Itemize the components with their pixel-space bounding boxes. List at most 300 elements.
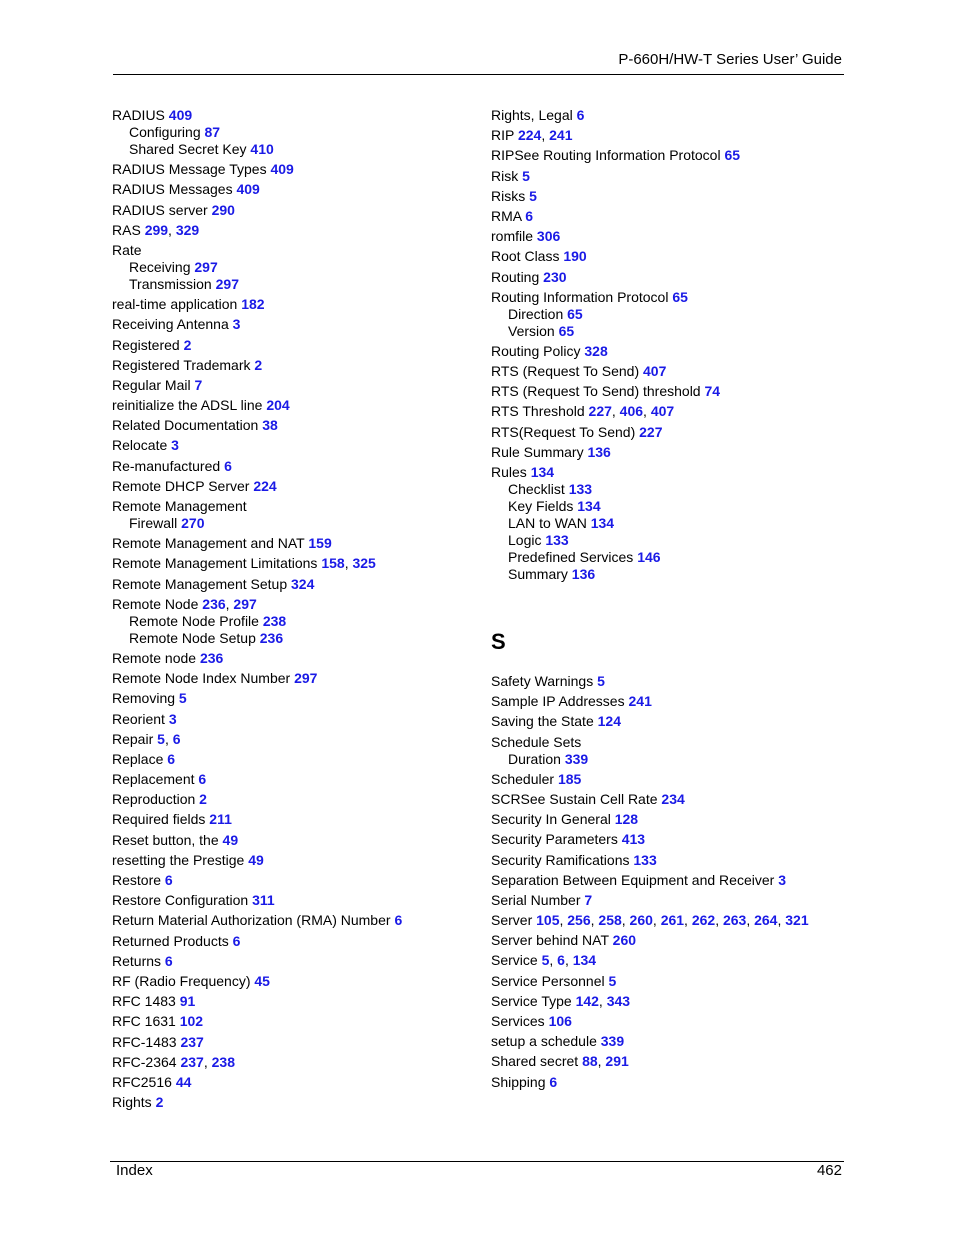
index-term: Restore [112, 872, 162, 888]
index-entry [112, 316, 482, 333]
header-title: P-660H/HW-T Series User’ Guide [618, 51, 842, 68]
footer-page-number: 462 [816, 1162, 842, 1179]
index-term: LAN to WAN [508, 515, 587, 531]
page-reference-link[interactable]: 227 [588, 403, 612, 420]
index-entry [491, 811, 851, 828]
page-reference-link[interactable]: 136 [587, 443, 611, 460]
index-entry [491, 147, 851, 164]
index-entry: Remote Management Limitations 158, 325 [112, 555, 376, 572]
index-term: Sample IP Addresses [491, 693, 625, 710]
index-term: Remote Node Index Number [112, 670, 291, 687]
page-reference-link[interactable]: 133 [633, 851, 657, 868]
index-entry [491, 734, 851, 751]
index-term: Related Documentation [112, 417, 259, 434]
index-entry: Repair 5, 6 [112, 730, 181, 747]
page-reference-link[interactable]: 102 [179, 1013, 204, 1030]
index-entry [491, 424, 851, 441]
page-reference-link[interactable]: 324 [291, 575, 315, 592]
header-rule [113, 74, 844, 75]
index-term: Service [491, 952, 538, 969]
index-term: Security Ramifications [491, 851, 630, 868]
index-entry [491, 791, 851, 808]
page-reference-link[interactable]: 299 [144, 221, 169, 238]
index-entry [491, 248, 851, 265]
page-reference-link[interactable]: 133 [568, 481, 593, 497]
page-reference-link[interactable]: 224 [517, 127, 542, 144]
index-entry [112, 202, 482, 219]
index-term: Re-manufactured [112, 457, 221, 474]
index-term: Removing [112, 690, 176, 707]
page-reference-link[interactable]: 291 [605, 1053, 629, 1070]
index-term: real-time application [112, 296, 238, 313]
index-term: Shared secret [491, 1053, 579, 1070]
index-term: Service Personnel [491, 972, 605, 989]
index-term: RADIUS Messages [112, 181, 233, 198]
page-reference-link[interactable]: 204 [266, 397, 290, 414]
page-reference-link[interactable]: 2 [254, 356, 263, 373]
index-term: RFC2516 [112, 1073, 172, 1090]
index-subentry [491, 498, 851, 515]
index-section-letter: S [491, 629, 506, 654]
page-reference-link[interactable]: 325 [352, 555, 376, 572]
page-reference-link[interactable]: 224 [253, 477, 277, 494]
page-reference-link[interactable]: 44 [175, 1073, 192, 1090]
index-entry [491, 852, 851, 869]
page-reference-link[interactable]: 146 [637, 549, 661, 565]
index-term: Routing Policy [491, 342, 581, 359]
index-entry [112, 296, 482, 313]
page-reference-link[interactable]: 134 [590, 515, 615, 531]
index-entry [112, 458, 482, 475]
page-reference-link[interactable]: 6 [224, 457, 232, 474]
index-term: Remote Management [112, 498, 247, 514]
page-reference-link[interactable]: 185 [557, 770, 582, 787]
index-term: Remote Management Setup [112, 575, 288, 592]
page-reference-link[interactable]: 5 [597, 673, 605, 689]
index-entry [491, 228, 851, 245]
index-entry [112, 690, 482, 707]
page-reference-link[interactable]: 182 [241, 296, 265, 313]
page-reference-link[interactable]: 329 [175, 221, 200, 238]
index-entry [112, 711, 482, 728]
page-reference-link[interactable]: 45 [254, 972, 270, 989]
index-entry [491, 464, 851, 481]
page-reference-link[interactable]: 297 [233, 595, 257, 612]
page-reference-link[interactable]: 236 [199, 649, 224, 666]
index-entry: Remote Node 236, 297 [112, 595, 257, 612]
page-reference-link[interactable]: 238 [262, 612, 287, 629]
page-reference-link[interactable]: 133 [545, 532, 569, 548]
index-term: SCRSee Sustain Cell Rate [491, 790, 658, 807]
index-term: Receiving [129, 258, 191, 275]
index-entry: Server 105, 256, 258, 260, 261, 262, 263, 264, 321 [491, 912, 809, 929]
index-term: Rules [491, 464, 527, 480]
index-term: Remote DHCP Server [112, 477, 250, 494]
index-term: Server [491, 912, 533, 929]
page-reference-link[interactable]: 65 [567, 305, 583, 322]
index-term: Shared Secret Key [129, 141, 247, 157]
index-subentry [491, 549, 851, 566]
index-term: Firewall [129, 515, 178, 531]
page-reference-link[interactable]: 270 [181, 515, 205, 531]
index-term: Regular Mail [112, 376, 191, 393]
index-term: Remote Management Limitations [112, 555, 318, 572]
page-reference-link[interactable]: 241 [549, 127, 573, 144]
index-entry: Service 5, 6, 134 [491, 952, 597, 969]
page-reference-link[interactable]: 237 [180, 1053, 204, 1070]
page-reference-link[interactable]: 236 [259, 629, 284, 646]
page-reference-link[interactable]: 38 [262, 417, 278, 434]
index-term: Registered Trademark [112, 356, 251, 373]
index-term: Receiving Antenna [112, 316, 229, 333]
page-reference-link[interactable]: 3 [168, 710, 177, 727]
page-reference-link[interactable]: 297 [194, 258, 218, 275]
index-entry [491, 673, 851, 690]
index-term: Security Parameters [491, 831, 618, 848]
index-term: Checklist [508, 481, 565, 497]
footer-section: Index [116, 1162, 153, 1179]
index-entry [491, 208, 851, 225]
index-entry [491, 1013, 851, 1030]
page-reference-link[interactable]: 6 [576, 107, 585, 123]
page-reference-link[interactable]: 49 [222, 831, 239, 848]
page-reference-link[interactable]: 2 [199, 791, 207, 808]
page-reference-link[interactable]: 105 [536, 912, 560, 929]
page-reference-link[interactable]: 190 [563, 248, 587, 265]
page-reference-link[interactable]: 142 [575, 992, 599, 1009]
index-entry [491, 188, 851, 205]
page-reference-link[interactable]: 124 [597, 713, 621, 730]
page-reference-link[interactable]: 256 [567, 912, 591, 929]
index-term: Reproduction [112, 791, 196, 808]
index-term: Duration [508, 750, 561, 767]
index-entry [491, 168, 851, 185]
index-term: RFC 1483 [112, 993, 176, 1010]
index-term: resetting the Prestige [112, 851, 245, 868]
index-subentry [112, 630, 482, 647]
index-entry [112, 1034, 482, 1051]
page-reference-link[interactable]: 297 [294, 670, 318, 687]
index-column-left [112, 107, 482, 1111]
page-reference-link[interactable]: 49 [248, 851, 264, 868]
index-entry [112, 1094, 482, 1111]
index-term: RTS (Request To Send) [491, 363, 640, 380]
index-entry [491, 363, 851, 380]
page-reference-link[interactable]: 6 [164, 952, 173, 969]
index-term: RTS Threshold [491, 403, 585, 420]
page-reference-link[interactable]: 88 [582, 1053, 598, 1070]
page-reference-link[interactable]: 106 [548, 1013, 572, 1029]
index-entry [112, 498, 482, 515]
page-reference-link[interactable]: 409 [236, 181, 260, 198]
page-reference-link[interactable]: 6 [549, 1073, 558, 1090]
index-term: Serial Number [491, 891, 581, 908]
index-entry [491, 872, 851, 889]
index-entry [112, 161, 482, 178]
index-term: Direction [508, 305, 564, 322]
page-reference-link[interactable]: 159 [308, 535, 332, 552]
page-reference-link[interactable]: 241 [628, 693, 652, 710]
index-term: RF (Radio Frequency) [112, 972, 251, 989]
index-term: Summary [508, 566, 568, 582]
page-reference-link[interactable]: 234 [661, 790, 685, 807]
index-entry: RAS 299, 329 [112, 221, 200, 238]
index-term: Risk [491, 167, 519, 184]
index-term: Transmission [129, 275, 212, 292]
index-entry [112, 791, 482, 808]
index-term: Rate [112, 241, 142, 258]
index-entry [112, 912, 482, 929]
index-term: Reorient [112, 710, 165, 727]
index-term: Version [508, 322, 555, 339]
page-reference-link[interactable]: 409 [270, 161, 294, 178]
index-term: Routing [491, 268, 540, 285]
index-term: Reset button, the [112, 831, 219, 848]
index-entry [491, 831, 851, 848]
page-reference-link[interactable]: 238 [211, 1053, 235, 1070]
index-term: Repair [112, 730, 154, 747]
index-term: Routing Information Protocol [491, 288, 669, 305]
index-term: Return Material Authorization (RMA) Number [112, 912, 391, 929]
page-reference-link[interactable]: 65 [558, 322, 575, 339]
index-term: Restore Configuration [112, 892, 249, 909]
page-reference-link[interactable]: 258 [598, 912, 622, 929]
page-reference-link[interactable]: 3 [171, 437, 179, 454]
page-reference-link[interactable]: 410 [250, 141, 274, 157]
page-reference-link[interactable]: 65 [672, 288, 688, 305]
index-entry [491, 1074, 851, 1091]
page-reference-link[interactable]: 407 [650, 403, 675, 420]
index-term: Remote Node [112, 595, 199, 612]
page-reference-link[interactable]: 5 [178, 690, 187, 707]
index-entry [112, 478, 482, 495]
page-reference-link[interactable]: 6 [172, 730, 181, 747]
index-term: Remote Management and NAT [112, 535, 305, 552]
page-reference-link[interactable]: 5 [541, 952, 550, 969]
page-reference-link[interactable]: 230 [543, 268, 567, 285]
index-entry [112, 973, 482, 990]
index-entry [112, 576, 482, 593]
index-term: RMA [491, 207, 522, 224]
index-term: Saving the State [491, 713, 594, 730]
index-entry [491, 444, 851, 461]
page-reference-link[interactable]: 74 [704, 383, 721, 400]
index-entry [491, 771, 851, 788]
index-subentry [112, 276, 482, 293]
page-reference-link[interactable]: 306 [536, 228, 561, 245]
page-reference-link[interactable]: 321 [785, 912, 809, 929]
page-reference-link[interactable]: 6 [198, 771, 207, 788]
index-term: setup a schedule [491, 1033, 597, 1050]
page-reference-link[interactable]: 7 [584, 891, 593, 908]
index-entry: RIP 224, 241 [491, 127, 573, 144]
page-reference-link[interactable]: 158 [321, 555, 345, 572]
page-reference-link[interactable]: 91 [179, 993, 196, 1010]
index-term: Server behind NAT [491, 932, 609, 949]
page-reference-link[interactable]: 261 [660, 912, 685, 929]
page-reference-link[interactable]: 6 [167, 750, 176, 767]
index-entry [112, 650, 482, 667]
page-reference-link[interactable]: 413 [621, 831, 646, 848]
page-reference-link[interactable]: 236 [202, 595, 226, 612]
page-reference-link[interactable]: 407 [643, 363, 667, 380]
index-term: RFC 1631 [112, 1013, 176, 1030]
page-reference-link[interactable]: 260 [629, 912, 653, 929]
index-subentry [491, 481, 851, 498]
page-reference-link[interactable]: 7 [194, 376, 203, 393]
index-entry: RFC-2364 237, 238 [112, 1053, 235, 1070]
page-reference-link[interactable]: 262 [691, 912, 716, 929]
index-entry [112, 107, 482, 124]
index-subentry [491, 751, 851, 768]
index-subentry [491, 306, 851, 323]
index-subentry [491, 515, 851, 532]
page-reference-link[interactable]: 6 [394, 912, 403, 929]
index-subentry [112, 141, 482, 158]
page-reference-link[interactable]: 328 [584, 342, 608, 359]
footer-rule [110, 1161, 844, 1162]
page-reference-link[interactable]: 263 [722, 912, 747, 929]
page-reference-link[interactable]: 6 [525, 207, 534, 224]
index-subentry [491, 323, 851, 340]
page-reference-link[interactable]: 409 [168, 107, 193, 123]
index-entry: RTS Threshold 227, 406, 407 [491, 403, 675, 420]
index-term: Safety Warnings [491, 673, 594, 689]
page-reference-link[interactable]: 128 [614, 811, 639, 828]
index-term: RADIUS [112, 107, 165, 123]
index-term: Shipping [491, 1073, 546, 1090]
page-reference-link[interactable]: 264 [754, 912, 778, 929]
index-term: RFC-1483 [112, 1033, 177, 1050]
index-term: Rights [112, 1094, 152, 1111]
index-term: Security In General [491, 811, 611, 828]
index-entry [491, 289, 851, 306]
index-subentry [112, 259, 482, 276]
page-reference-link[interactable]: 5 [157, 730, 165, 747]
index-term: Replace [112, 750, 164, 767]
index-term: RADIUS server [112, 201, 208, 218]
index-term: Logic [508, 532, 542, 548]
index-term: Remote Node Profile [129, 612, 259, 629]
index-entry [112, 535, 482, 552]
index-entry [112, 892, 482, 909]
index-entry [112, 417, 482, 434]
index-term: Predefined Services [508, 549, 634, 565]
index-entry [112, 933, 482, 950]
page-reference-link[interactable]: 297 [215, 275, 239, 292]
index-entry [112, 181, 482, 198]
index-entry: Shared secret 88, 291 [491, 1053, 629, 1070]
index-entry [112, 1013, 482, 1030]
index-entry [112, 811, 482, 828]
index-term: Key Fields [508, 498, 574, 514]
index-term: RIPSee Routing Information Protocol [491, 147, 721, 164]
index-entry [112, 751, 482, 768]
page-reference-link[interactable]: 211 [209, 811, 232, 828]
page-reference-link[interactable]: 6 [557, 952, 565, 969]
page-reference-link[interactable]: 5 [608, 972, 617, 989]
index-term: reinitialize the ADSL line [112, 397, 263, 414]
page-reference-link[interactable]: 5 [522, 167, 530, 184]
index-subentry [112, 613, 482, 630]
index-term: RAS [112, 221, 141, 238]
index-term: Configuring [129, 124, 201, 140]
index-entry: Service Type 142, 343 [491, 992, 631, 1009]
page-reference-link[interactable]: 6 [164, 872, 173, 888]
index-entry [112, 437, 482, 454]
index-entry [112, 1074, 482, 1091]
index-term: Remote node [112, 649, 197, 666]
index-term: Schedule Sets [491, 733, 582, 750]
page-reference-link[interactable]: 227 [639, 423, 663, 440]
index-term: Registered [112, 336, 180, 353]
page-reference-link[interactable]: 134 [577, 498, 601, 514]
page-reference-link[interactable]: 290 [211, 201, 235, 218]
index-term: Relocate [112, 437, 168, 454]
index-entry [491, 383, 851, 400]
index-entry [491, 932, 851, 949]
index-term: Separation Between Equipment and Receiver [491, 871, 775, 888]
page-reference-link[interactable]: 2 [183, 336, 192, 353]
page-reference-link[interactable]: 134 [572, 952, 597, 969]
page-reference-link[interactable]: 2 [155, 1094, 164, 1111]
page-reference-link[interactable]: 260 [612, 932, 637, 949]
page-reference-link[interactable]: 5 [529, 187, 537, 204]
page-reference-link[interactable]: 339 [564, 750, 589, 767]
index-term: Rights, Legal [491, 107, 573, 123]
index-subentry [491, 566, 851, 583]
page-reference-link[interactable]: 343 [606, 992, 631, 1009]
index-term: Replacement [112, 771, 195, 788]
page-reference-link[interactable]: 339 [600, 1033, 625, 1050]
page-reference-link[interactable]: 237 [180, 1033, 204, 1050]
index-term: Services [491, 1013, 545, 1029]
index-term: Rule Summary [491, 443, 584, 460]
index-subentry [112, 515, 482, 532]
index-entry [112, 852, 482, 869]
page-reference-link[interactable]: 65 [724, 147, 741, 164]
index-term: Service Type [491, 992, 572, 1009]
index-entry [112, 397, 482, 414]
index-term: Risks [491, 187, 526, 204]
page-reference-link[interactable]: 134 [530, 464, 555, 480]
index-subentry [112, 124, 482, 141]
index-entry [491, 713, 851, 730]
page-reference-link[interactable]: 3 [232, 316, 241, 333]
index-entry [491, 269, 851, 286]
index-term: Required fields [112, 811, 206, 828]
page-reference-link[interactable]: 406 [619, 403, 644, 420]
index-term: Scheduler [491, 770, 555, 787]
index-entry [112, 337, 482, 354]
index-term: RTS(Request To Send) [491, 423, 636, 440]
page-reference-link[interactable]: 311 [252, 892, 275, 909]
index-term: RADIUS Message Types [112, 161, 267, 178]
index-entry [112, 872, 482, 889]
index-entry [491, 343, 851, 360]
page-reference-link[interactable]: 6 [232, 932, 241, 949]
page-reference-link[interactable]: 87 [204, 124, 221, 140]
index-term: Returns [112, 952, 162, 969]
index-subentry [491, 532, 851, 549]
index-term: romfile [491, 228, 534, 245]
page-reference-link[interactable]: 136 [571, 566, 596, 582]
index-term: Returned Products [112, 932, 229, 949]
index-entry [491, 693, 851, 710]
index-term: Remote Node Setup [129, 629, 256, 646]
page-reference-link[interactable]: 3 [778, 871, 786, 888]
index-entry [112, 357, 482, 374]
